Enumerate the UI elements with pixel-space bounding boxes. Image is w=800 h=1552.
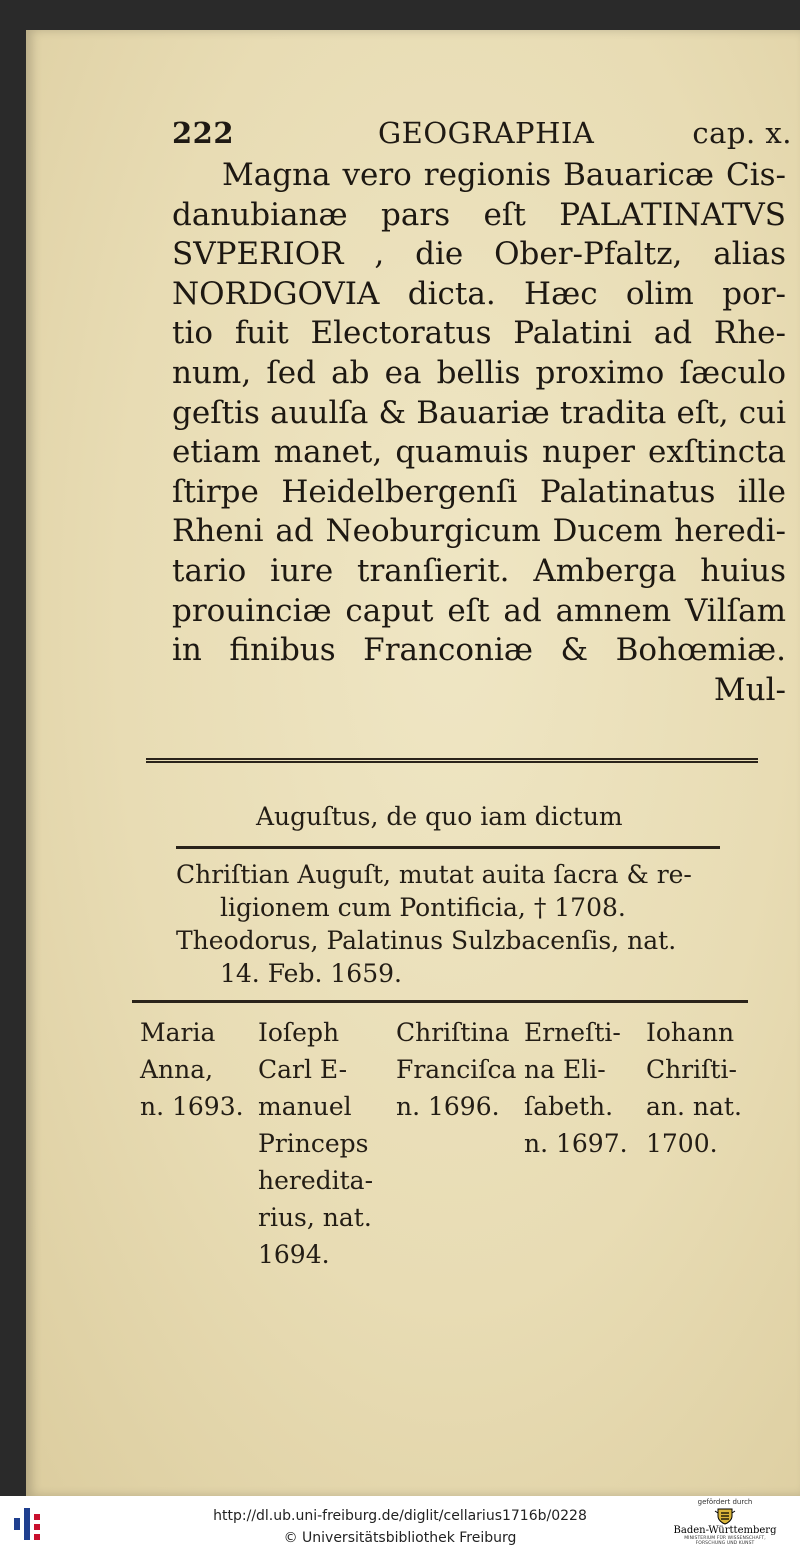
chapter-label: cap. x.: [692, 116, 792, 150]
genealogy-line: 14. Feb. 1659.: [220, 959, 402, 988]
text-line: in finibus Franconiæ & Bohœmiæ.: [172, 632, 786, 669]
child-line: Chriſtina: [396, 1018, 510, 1047]
genealogy-heading: Auguſtus, de quo iam dictum: [256, 802, 623, 831]
child-entry: [140, 1014, 244, 1125]
page-number: 222: [172, 116, 235, 150]
copyright-notice: © Universitätsbibliothek Freiburg: [283, 1530, 517, 1546]
child-line: heredita-: [258, 1166, 374, 1195]
genealogy-line: Chriſtian Auguſt, mutat auita ſacra & re-: [176, 860, 692, 889]
child-line: Iohann: [646, 1018, 735, 1047]
genealogy-line: ligionem cum Pontificia, † 1708.: [220, 893, 626, 922]
child-line: Princeps: [258, 1129, 369, 1158]
text-line: Magna vero regionis Bauaricæ Cis-: [222, 157, 786, 193]
body-text: [172, 156, 786, 710]
child-line: Carl E-: [258, 1055, 348, 1084]
genealogy-rule: [176, 846, 720, 849]
text-line: prouinciæ caput eſt ad amnem Vilſam: [172, 592, 786, 629]
child-line: manuel: [258, 1092, 352, 1121]
funder-name: Baden-Württemberg: [673, 1525, 777, 1536]
ornamental-rule: [146, 758, 758, 763]
genealogy-rule: [132, 1000, 748, 1003]
child-line: n. 1693.: [140, 1092, 244, 1121]
text-line: tario iure tranſierit. Amberga huius: [172, 552, 786, 589]
coat-of-arms-icon: [714, 1507, 736, 1525]
funder-logo[interactable]: [670, 1498, 780, 1546]
child-entry: [258, 1014, 373, 1273]
genealogy-entries: [176, 858, 746, 990]
child-line: ſabeth.: [524, 1092, 614, 1121]
child-entry: [396, 1014, 516, 1125]
text-line: geſtis auulſa & Bauariæ tradita eſt, cui: [172, 394, 786, 431]
child-line: n. 1697.: [524, 1129, 628, 1158]
text-line: Rheni ad Neoburgicum Ducem heredi-: [172, 513, 786, 550]
child-line: 1694.: [258, 1240, 330, 1269]
text-line: tio fuit Electoratus Palatini ad Rhe-: [172, 315, 786, 352]
child-line: na Eli-: [524, 1055, 606, 1084]
text-line: ſtirpe Heidelbergenſi Palatinatus ille: [172, 473, 786, 510]
running-head: [172, 116, 792, 156]
child-line: Franciſca: [396, 1055, 517, 1084]
child-entry: [524, 1014, 628, 1162]
catchword: Mul-: [713, 671, 786, 708]
funder-note: gefördert durch: [697, 1498, 753, 1506]
funder-ministry: MINISTERIUM FÜR WISSENSCHAFT, FORSCHUNG UND KUNST: [684, 1536, 766, 1546]
child-line: an. nat.: [646, 1092, 742, 1121]
child-line: 1700.: [646, 1129, 718, 1158]
child-entry: [646, 1014, 742, 1162]
running-title: GEOGRAPHIA: [378, 116, 595, 150]
child-line: Anna,: [140, 1055, 214, 1084]
permalink-link[interactable]: http://dl.ub.uni-freiburg.de/diglit/cellarius1716b/0228: [213, 1508, 587, 1524]
text-line: danubianæ pars eſt PALATINATVS: [172, 196, 786, 233]
text-line: num, ſed ab ea bellis proximo ſæculo: [172, 354, 786, 391]
child-line: Erneſti-: [524, 1018, 621, 1047]
child-line: Chriſti-: [646, 1055, 737, 1084]
text-line: NORDGOVIA dicta. Hæc olim por-: [172, 275, 786, 312]
text-line: etiam manet, quamuis nuper exſtincta: [172, 434, 786, 471]
child-line: n. 1696.: [396, 1092, 500, 1121]
text-line: SVPERIOR , die Ober-Pfaltz, alias: [172, 236, 786, 273]
book-page: [26, 30, 800, 1496]
genealogy-line: Theodorus, Palatinus Sulzbacenſis, nat.: [176, 926, 677, 955]
viewer-footer: [0, 1496, 800, 1552]
child-line: rius, nat.: [258, 1203, 372, 1232]
child-line: Ioſeph: [258, 1018, 340, 1047]
child-line: Maria: [140, 1018, 216, 1047]
